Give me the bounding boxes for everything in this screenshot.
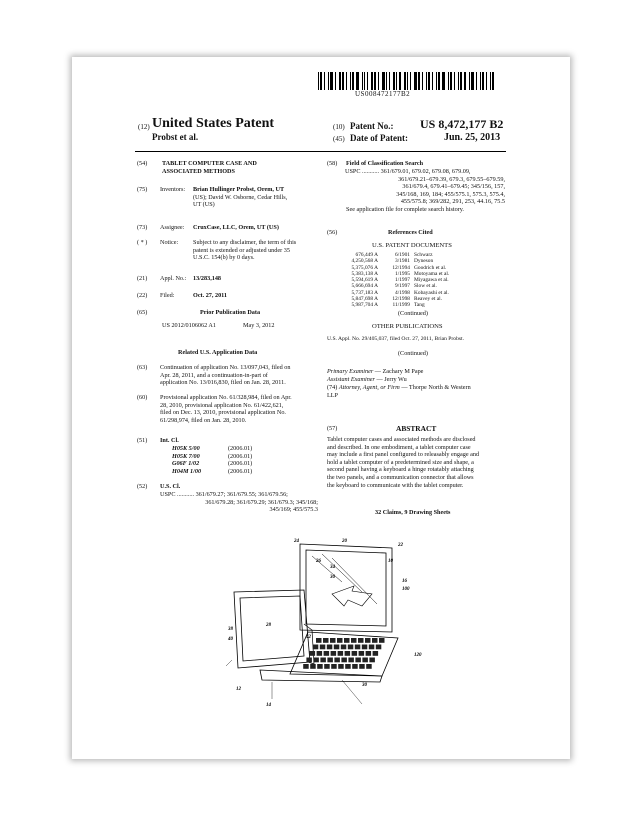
keyboard-key [355,645,361,650]
continuation-line: Apr. 28, 2011, and a continuation-in-part of [160,371,268,379]
uscl-line: 361/679.28; 361/679.29; 361/679.3; 345/168; [205,498,318,506]
keyboard-key [344,638,350,643]
code-73: (73) [137,224,148,231]
patent-no-label: Patent No.: [350,121,394,131]
keyboard-key [317,664,323,669]
keyboard-key [348,645,354,650]
intcl-code: H05K 5/00 [172,445,200,452]
keyboard-key [324,651,330,656]
intcl-code: H05K 7/00 [172,452,200,460]
barcode-bar [454,72,455,90]
barcode-bar [450,72,452,90]
title-line: TABLET COMPUTER CASE AND [162,160,257,167]
drawing-reference-label: 24 [294,539,299,544]
primary-examiner-label: Primary Examiner [327,368,374,375]
drawing-reference-label: 40 [228,637,233,642]
cited-patent-name: Kobayashi et al. [414,289,449,296]
cited-patent-number: 5,383,138 A [351,270,378,277]
code-22: (22) [137,292,148,299]
keyboard-key [324,664,330,669]
drawing-reference-label: 28 [266,623,271,628]
cited-patent-date: 6/1901 [395,252,410,258]
notice-line: Subject to any disclaimer, the term of this [193,239,297,246]
code-52: (52) [137,483,148,490]
notice-text [193,239,318,262]
notice-line: patent is extended or adjusted under 35 [193,246,290,254]
drawing-reference-label: 42 [306,635,311,640]
cited-patent-name: Goodrich et al. [414,264,447,271]
keyboard-key [345,651,351,656]
barcode-bar [414,72,417,90]
keyboard-key [351,638,357,643]
keyboard-key [341,658,347,663]
barcode-bar [448,72,449,90]
header-rule [135,151,506,152]
barcode-bar [436,72,437,90]
keyboard-key [369,658,375,663]
cited-patent-name: Dyneson [414,258,434,265]
barcode-bar [438,72,440,90]
barcode-bar [410,72,411,90]
appl-number: 13/283,148 [193,275,222,282]
attorney-line: — Thorpe North & Western [401,384,471,391]
keyboard-key [372,638,378,643]
uscl-text [160,491,318,514]
intcl-row [172,460,312,468]
barcode-bar [364,72,365,90]
provisional-line: Provisional application No. 61/328,984, filed on Apr. [160,394,292,401]
drawing-reference-label: 22 [398,543,403,548]
assistant-examiner [327,376,407,384]
cited-patent-number: 5,987,704 A [351,302,378,309]
barcode-bar [378,72,379,90]
keyboard-key [331,664,337,669]
barcode-bar [480,72,481,90]
barcode-bar [339,72,341,90]
field-line: 345/168, 169, 184; 455/575.1, 575.3, 575.4, [396,190,505,198]
patent-country-title: United States Patent [152,116,275,131]
uscl-line: 345/169; 455/575.3 [269,506,318,514]
invention-title [162,160,312,175]
barcode-bar [407,72,408,90]
continued-label: (Continued) [398,350,428,357]
continuation-text [160,364,318,387]
code-notice: ( * ) [137,239,148,246]
code-75: (75) [137,186,148,193]
field-line: 455/575.8; 369/282, 291, 253, 44.16, 75.5 [400,198,505,206]
inventor-line: UT (US) [193,201,215,209]
prior-pub-date: May 3, 2012 [243,322,275,329]
barcode-bar [330,72,333,90]
barcode-bar [393,72,395,90]
patent-number: US 8,472,177 B2 [420,117,504,131]
barcode-bar [324,72,325,90]
intcl-label: Int. Cl. [160,437,179,444]
cited-patent-name: Miyagawa et al. [414,277,449,284]
code-58: (58) [327,160,338,167]
barcode-bar [374,72,376,90]
intcl-date: (2006.01) [228,460,253,468]
keyboard-key [306,658,312,663]
intcl-code: H04M 1/00 [172,467,202,475]
barcode-bar [335,72,336,90]
prior-pub-number: US 2012/0106062 A1 [162,322,216,329]
references-heading: References Cited [388,229,433,236]
drawing-reference-label: 34 [330,565,335,570]
keyboard-key [358,638,364,643]
intcl-date: (2006.01) [228,445,253,452]
cited-patent-name: Schwarz [414,252,433,258]
abstract-line: hold a tablet computer of a predetermined size and shape, a [327,458,474,466]
abstract-line: may include a first panel configured to releasably engage and [327,451,480,459]
drawing-reference-label: 38 [228,627,233,632]
drawing-reference-label: 26 [316,559,321,564]
barcode-bar [318,72,319,90]
barcode-bar [428,72,430,90]
field-search-text [345,168,505,206]
drawing-reference-label: 10 [388,559,393,564]
us-docs-heading: U.S. PATENT DOCUMENTS [372,242,452,249]
cited-patent-date: 9/1997 [395,283,410,290]
cited-patent-date: 12/1998 [392,296,410,303]
keyboard-key [373,651,379,656]
assignee-label: Assignee: [160,224,185,231]
filed-label: Filed: [160,292,175,299]
barcode-bar [442,72,445,90]
barcode-bar [464,72,466,90]
cited-patent-number: 4,250,568 A [351,258,378,265]
uscl-line: USPC ........... 361/679.27; 361/679.55; 361/679.56; [160,491,288,498]
barcode-bar [476,72,477,90]
cited-patent-name: Slow et al. [414,283,437,290]
barcode-bar [482,72,484,90]
field-line: 361/679.21–679.39, 679.3, 679.55–679.59, [398,175,505,183]
abstract-line: second panel having a keyboard a hinge rotatably attaching [327,466,474,474]
field-line: 361/679.4, 679.41–679.45; 345/156, 157, [402,183,505,191]
barcode-bar [486,72,487,90]
code-45: (45) [333,135,345,143]
barcode-number: US008472177B2 [355,90,411,98]
cited-patent-date: 11/1999 [392,302,410,309]
keyboard-key [316,638,322,643]
barcode-bar [490,72,491,90]
cited-patent-name: Reavey et al. [414,296,442,303]
keyboard-key [313,645,319,650]
abstract-line: Tablet computer cases and associated methods are disclosed [327,436,476,443]
provisional-line: filed on Dec. 13, 2010, provisional application No. [160,409,286,417]
drawing-reference-label: 36 [330,575,335,580]
intcl-date: (2006.01) [228,467,253,475]
intcl-row [172,445,312,453]
drawing-reference-label: 100 [402,587,410,592]
keyboard-key [334,645,340,650]
intcl-list [172,445,312,475]
cited-patent-number: 5,737,183 A [351,289,378,296]
keyboard-key [379,638,385,643]
cited-patent-number: 5,666,694 A [351,283,378,290]
keyboard-key [338,664,344,669]
other-pubs-heading: OTHER PUBLICATIONS [372,323,443,330]
barcode-bar [492,72,494,90]
continuation-line: Continuation of application No. 13/097,043, filed on [160,364,291,371]
field-heading: Field of Classification Search [346,160,424,167]
patent-drawing [212,534,430,714]
cited-patent-number: 676,449 A [355,252,378,258]
drawing-reference-label: 30 [362,683,367,688]
cited-patent-date: 12/1994 [392,264,410,271]
inventor-line: Brian Hullinger Probst, Orem, UT [193,186,285,193]
prior-pub-heading: Prior Publication Data [200,309,261,316]
cited-patent-date: 4/1998 [395,289,410,296]
keyboard-key [352,664,358,669]
keyboard-key [362,645,368,650]
keyboard-key [310,664,316,669]
keyboard-keys [303,638,384,669]
barcode-bar [418,72,420,90]
cited-patent-date: 1/1997 [395,277,410,284]
barcode-bar [342,72,344,90]
keyboard-key [327,645,333,650]
date-label: Date of Patent: [350,133,408,143]
barcode-bar [458,72,459,90]
barcode-bar [320,72,322,90]
barcode-bar [404,72,406,90]
drawing-reference-label: 20 [342,539,347,544]
code-12: (12) [138,123,150,131]
drawing-reference-label: 16 [402,579,407,584]
code-60: (60) [137,394,148,401]
title-line: ASSOCIATED METHODS [162,167,235,175]
keyboard-key [313,658,319,663]
intcl-date: (2006.01) [228,452,253,460]
abstract-line: and described. In one embodiment, a tablet computer case [327,443,471,451]
keyboard-key [323,638,329,643]
assistant-examiner-label: Assistant Examiner [327,376,375,383]
appl-label: Appl. No.: [160,275,187,282]
related-data-heading: Related U.S. Application Data [178,349,258,356]
inventors-label: Inventors: [160,186,186,193]
keyboard-key [334,658,340,663]
keyboard-key [317,651,323,656]
code-51: (51) [137,437,148,444]
continued-label: (Continued) [398,310,428,317]
keyboard-key [348,658,354,663]
cited-patent-name: Motoyama et al. [414,270,450,277]
uscl-label: U.S. Cl. [160,483,181,490]
inventors-short: Probst et al. [152,132,199,142]
barcode-bar [352,72,354,90]
barcode-bar [367,72,368,90]
barcode-bar [422,72,423,90]
assistant-examiner-name: — Jerry Wu [376,376,407,383]
attorney-line: LLP [327,392,339,399]
barcode [318,72,498,90]
keyboard-key [337,638,343,643]
keyboard-key [320,645,326,650]
intcl-row [172,453,312,461]
cited-patent-number: 5,375,076 A [351,264,378,271]
keyboard-key [362,658,368,663]
keyboard-key [331,651,337,656]
provisional-line: 61/298,974, filed on Jan. 28, 2010. [160,416,247,424]
code-21: (21) [137,275,148,282]
barcode-bar [389,72,390,90]
cited-patent-number: 5,594,619 A [351,277,378,284]
barcode-bar [371,72,373,90]
barcode-bar [399,72,401,90]
keyboard-key [359,664,365,669]
abstract-line: the keyboard to communicate with the tablet computer. [327,481,464,489]
code-57: (57) [327,425,338,432]
other-publication: U.S. Appl. No. 29/405,037, filed Oct. 27, 2011, Brian Probst. [327,336,464,342]
notice-line: U.S.C. 154(b) by 0 days. [193,254,255,262]
provisional-text [160,394,318,424]
keyboard-key [341,645,347,650]
attorney [327,384,471,392]
keyboard-key [327,658,333,663]
notice-label: Notice: [160,239,179,246]
keyboard-key [345,664,351,669]
assignee: CruxCase, LLC, Orem, UT (US) [193,224,279,231]
barcode-bar [432,72,433,90]
barcode-bar [460,72,462,90]
cited-patent-number: 5,847,698 A [351,296,378,303]
field-note: See application file for complete search history. [346,206,464,213]
primary-examiner [327,368,423,376]
cited-patent-date: 3/1981 [395,258,410,265]
keyboard-key [330,638,336,643]
keyboard-key [310,651,316,656]
primary-examiner-name: — Zachary M Pape [374,368,424,375]
intcl-row [172,468,312,476]
keyboard-key [366,664,372,669]
barcode-bar [350,72,351,90]
attorney-label: Attorney, Agent, or Firm [338,384,400,391]
code-74: (74) [327,384,338,391]
abstract-text [327,436,505,489]
abstract-line: the two panels, and a communication connector that allows [327,473,474,481]
upright-panel [300,544,392,632]
barcode-bar [471,72,474,90]
continuation-line: application No. 13/016,830, filed on Jan. 28, 2011. [160,379,286,387]
inventors [193,186,313,209]
barcode-bar [356,72,359,90]
filed-date: Oct. 27, 2011 [193,292,228,299]
keyboard-key [338,651,344,656]
code-54: (54) [137,160,148,167]
keyboard-key [352,651,358,656]
keyboard-key [359,651,365,656]
barcode-bar [426,72,427,90]
keyboard-key [355,658,361,663]
cited-patent-row [340,302,480,308]
barcode-bar [396,72,397,90]
barcode-bar [362,72,363,90]
code-56: (56) [327,229,338,236]
keyboard-key [369,645,375,650]
abstract-heading: ABSTRACT [396,424,437,433]
provisional-line: 28, 2010, provisional application No. 61/422,621, [160,401,284,409]
barcode-bar [328,72,329,90]
code-10: (10) [333,123,345,131]
claims-count: 32 Claims, 9 Drawing Sheets [375,509,451,516]
keyboard-key [365,638,371,643]
cited-patent-name: Tang [414,302,425,309]
field-line: USPC ........... 361/679.01, 679.02, 679.08, 679.09, [345,168,471,175]
code-65: (65) [137,309,148,316]
keyboard-key [320,658,326,663]
barcode-bar [346,72,347,90]
drawing-reference-label: 14 [266,703,271,708]
barcode-bar [382,72,385,90]
patent-date: Jun. 25, 2013 [444,132,501,143]
code-63: (63) [137,364,148,371]
barcode-bar [386,72,387,90]
keyboard-key [303,664,309,669]
drawing-reference-label: 12 [236,687,241,692]
drawing-reference-labels [227,539,422,708]
barcode-bar [469,72,470,90]
keyboard-key [376,645,382,650]
cited-patents-list [340,252,480,309]
cited-patent-date: 1/1995 [395,270,410,277]
keyboard-key [366,651,372,656]
intcl-code: G06F 1/02 [172,460,200,468]
inventor-line: (US); David W. Osborne, Cedar Hills, [193,193,288,201]
drawing-reference-label: 120 [414,653,422,658]
